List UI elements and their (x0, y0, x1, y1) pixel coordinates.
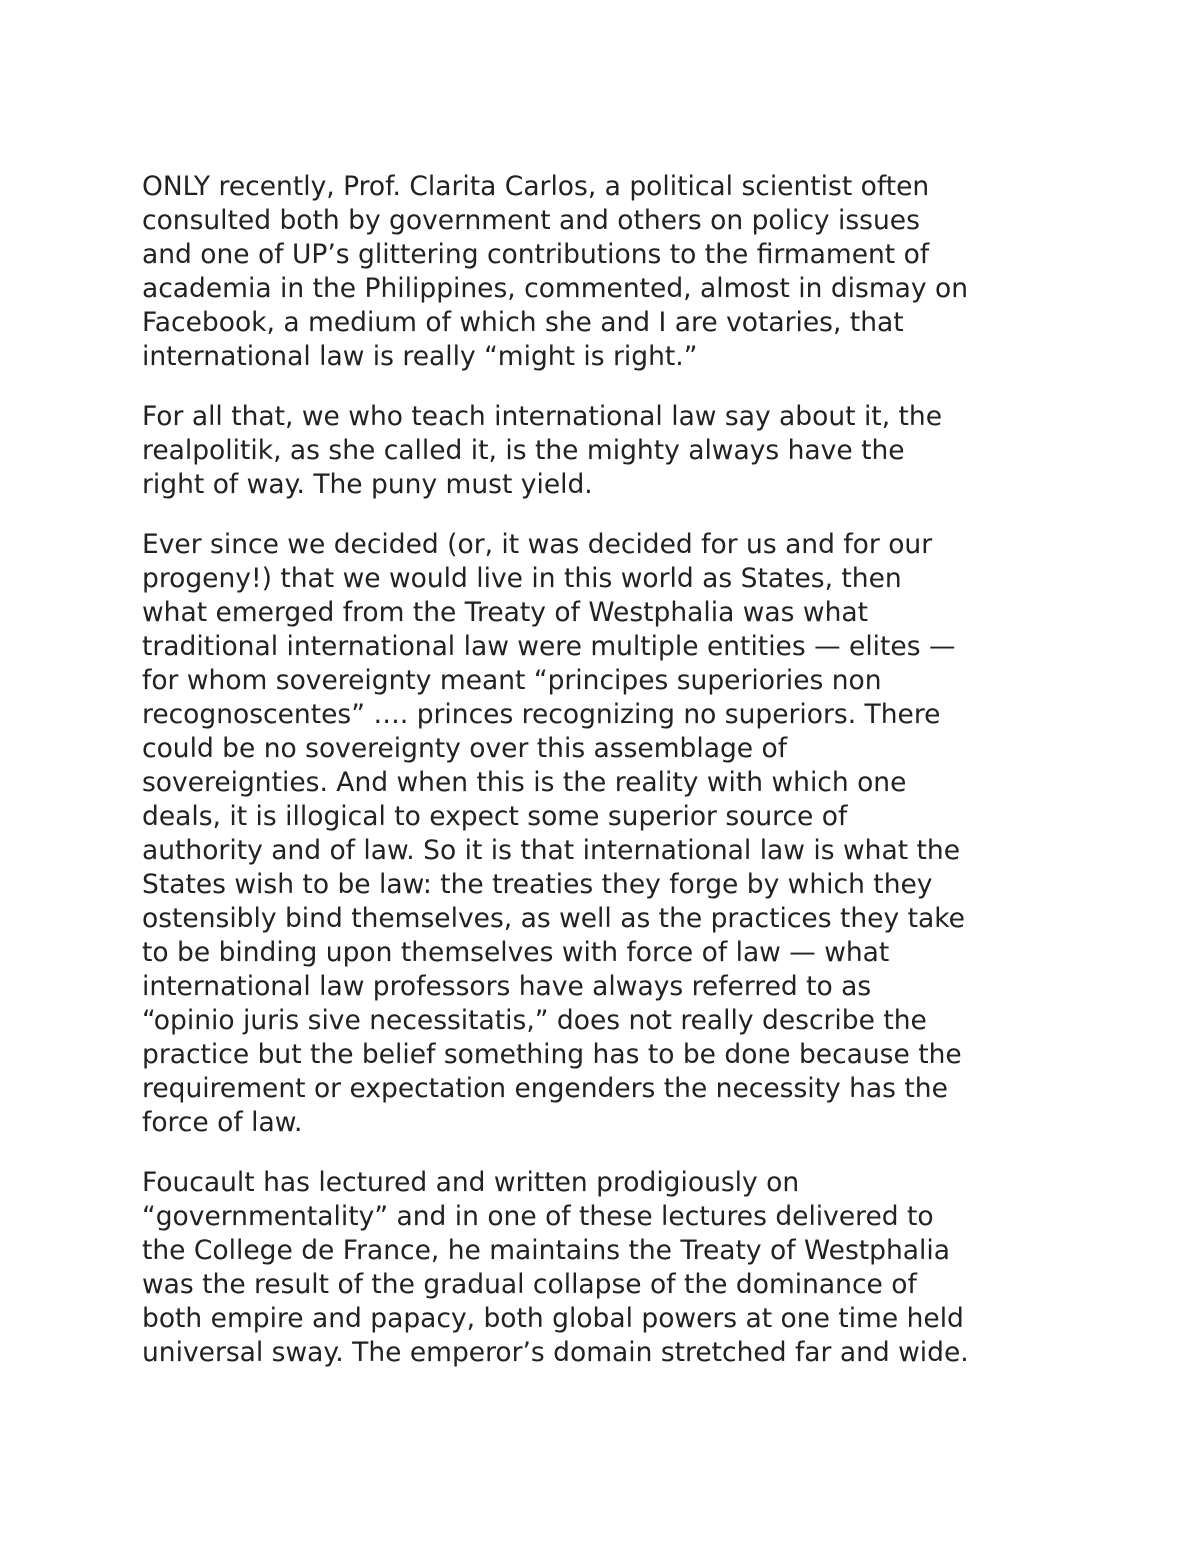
text-line: States wish to be law: the treaties they forge by which they (142, 869, 933, 900)
text-line: both empire and papacy, both global powers at one time held (142, 1303, 964, 1334)
paragraph-3 (142, 528, 1072, 1140)
text-line: to be binding upon themselves with force of law — what (142, 937, 890, 968)
text-line: practice but the belief something has to be done because the (142, 1039, 962, 1070)
text-line: universal sway. The emperor’s domain stretched far and wide. (142, 1337, 969, 1368)
document-page (142, 170, 1072, 1396)
text-line: academia in the Philippines, commented, almost in dismay on (142, 273, 968, 304)
text-line: right of way. The puny must yield. (142, 469, 593, 500)
text-line: ONLY recently, Prof. Clarita Carlos, a political scientist often (142, 171, 930, 202)
text-line: “governmentality” and in one of these lectures delivered to (142, 1201, 934, 1232)
text-line: force of law. (142, 1107, 303, 1138)
text-line: was the result of the gradual collapse of the dominance of (142, 1269, 917, 1300)
text-line: authority and of law. So it is that international law is what the (142, 835, 960, 866)
text-line: deals, it is illogical to expect some superior source of (142, 801, 848, 832)
text-line: Foucault has lectured and written prodigiously on (142, 1167, 800, 1198)
text-line: traditional international law were multiple entities — elites — (142, 631, 956, 662)
text-line: “opinio juris sive necessitatis,” does not really describe the (142, 1005, 927, 1036)
text-line: Ever since we decided (or, it was decided for us and for our (142, 529, 933, 560)
text-line: and one of UP’s glittering contributions to the firmament of (142, 239, 930, 270)
text-line: could be no sovereignty over this assemblage of (142, 733, 788, 764)
paragraph-1 (142, 170, 1072, 374)
text-line: international law professors have always referred to as (142, 971, 872, 1002)
text-line: For all that, we who teach international law say about it, the (142, 401, 943, 432)
text-line: the College de France, he maintains the Treaty of Westphalia (142, 1235, 950, 1266)
text-line: progeny!) that we would live in this world as States, then (142, 563, 902, 594)
text-line: ostensibly bind themselves, as well as the practices they take (142, 903, 965, 934)
text-line: sovereignties. And when this is the reality with which one (142, 767, 907, 798)
text-line: recognoscentes” …. princes recognizing no superiors. There (142, 699, 941, 730)
text-line: consulted both by government and others on policy issues (142, 205, 920, 236)
text-line: requirement or expectation engenders the necessity has the (142, 1073, 948, 1104)
text-line: realpolitik, as she called it, is the mighty always have the (142, 435, 905, 466)
paragraph-2 (142, 400, 1072, 502)
text-line: for whom sovereignty meant “principes superiories non (142, 665, 882, 696)
paragraph-4 (142, 1166, 1072, 1370)
text-line: Facebook, a medium of which she and I are votaries, that (142, 307, 904, 338)
text-line: international law is really “might is right.” (142, 341, 698, 372)
text-line: what emerged from the Treaty of Westphalia was what (142, 597, 868, 628)
